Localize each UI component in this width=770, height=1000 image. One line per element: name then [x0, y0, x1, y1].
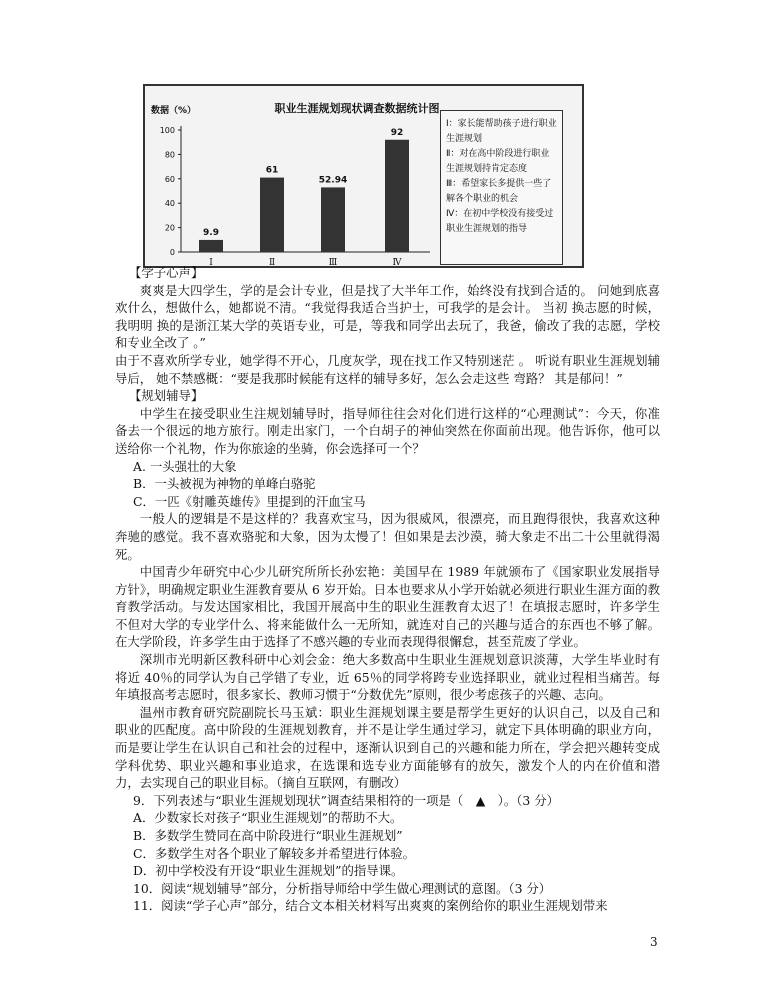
paragraph: 中学生在接受职业生注规划辅导时，指导师往往会对化们进行这样的“心理测试”：今天，你准备去一个很远的地方旅行。刚走出家门，一个白胡子的神仙突然在你面前出现。他告诉你，他可以送给你一个礼物，作为你旅途的坐骑，你会选择可一个？: [115, 405, 660, 456]
test-option-a: A. 一头强壮的大象: [133, 458, 237, 474]
y-tick-label: 20: [164, 223, 175, 233]
question-10: 10．阅读“规划辅导”部分，分析指导师给中学生做心理测试的意图。（3 分）: [133, 880, 552, 896]
paragraph: 中国青少年研究中心少儿研究所所长孙宏艳：美国早在 1989 年就颁布了《国家职业发展指导方针》，明确规定职业生涯教育要从 6 岁开始。日本也要求从小学开始就必须进行职业生涯方面的教育教学活动。与发达国家相比，我国开展高中生的职业生涯教育太迟了！在填报志愿时，许多学生不但对大学的专业学什么、将来能做什么一无所知，就连对自己的兴趣与适合的东西也不够了解。在大学阶段，许多学生由于选择了不感兴趣的专业而表现得很懈怠，甚至荒废了学业。: [115, 564, 660, 650]
y-tick-label: 40: [164, 199, 175, 209]
question-9-option-a: A．少数家长对孩子“职业生涯规划”的帮助不大。: [133, 810, 403, 826]
bar: [199, 240, 223, 252]
question-9-option-c: C．多数学生对各个职业了解较多并希望进行体验。: [133, 845, 416, 861]
y-tick-label: 60: [164, 174, 175, 184]
legend-item-1: Ⅰ：家长能帮助孩子进行职业生涯规划: [446, 119, 557, 144]
x-tick-label: Ⅱ: [268, 258, 276, 268]
question-9-option-b: B．多数学生赞同在高中阶段进行“职业生涯规划”: [133, 828, 403, 843]
bar: [321, 187, 345, 252]
test-option-b: B．一头被视为神物的单峰白骆驼: [133, 476, 316, 492]
x-tick-label: Ⅳ: [392, 258, 402, 268]
y-tick-label: 80: [164, 150, 175, 160]
paragraph: 一般人的逻辑是不是这样的？我喜欢宝马，因为很威风，很漂亮，而且跑得很快，我喜欢这种奔驰的感觉。我不喜欢骆驼和大象，因为太慢了！但如果是去沙漠，骑大象走不出二十公里就得渴死。: [115, 511, 660, 562]
article-body: [115, 264, 660, 915]
legend-item-4: Ⅳ：在初中学校没有接受过职业生涯规划的指导: [446, 209, 554, 234]
legend-item-2: Ⅱ：对在高中阶段进行职业生涯规划持肯定态度: [446, 149, 550, 174]
test-option-c: C．一匹《射雕英雄传》里提到的汗血宝马: [133, 493, 366, 509]
question-9-option-d: D．初中学校没有开设“职业生涯规划”的指导课。: [133, 863, 404, 879]
y-tick-label: 100: [159, 126, 175, 135]
paragraph: 深圳市光明新区教科研中心刘会金：绝大多数高中生职业生涯规划意识淡薄，大学生毕业时有将近 40％的同学认为自己学错了专业，近 65％的同学将跨专业选择职业，就业过程相当痛苦。每年填报高考志愿时，很多家长、教师习惯于“分数优先”原则，很少考虑孩子的兴趣、志向。: [115, 652, 660, 703]
bar-value-label: 52.94: [318, 175, 348, 186]
bar-value-label: 61: [265, 165, 279, 176]
question-9: 9．下列表述与“职业生涯规划现状”调查结果相符的一项是（ ▲ ）。（3 分）: [133, 792, 560, 808]
paragraph: 温州市教育研究院副院长马玉斌：职业生涯规划课主要是帮学生更好的认识自己，以及自己和职业的匹配度。高中阶段的生涯规划教育，并不是让学生通过学习，就定下具体明确的职业方向，而是要让学生在认识自己和社会的过程中，逐渐认识到自己的兴趣和能力所在，学会把兴趣转变成学科优势、职业兴趣和事业追求，在选课和选专业方面能够有的放矢，激发个人的内在价值和潜力，去实现自己的职业目标。（摘自互联网，有删改）: [115, 704, 660, 791]
y-tick-label: 0: [169, 248, 175, 257]
x-tick-label: Ⅲ: [328, 258, 338, 268]
x-tick-label: Ⅰ: [209, 258, 213, 268]
chart-legend: [440, 110, 563, 265]
bar: [260, 178, 284, 252]
chart-title: 职业生涯规划现状调查数据统计图: [274, 102, 440, 115]
bar-value-label: 92: [390, 127, 404, 138]
paragraph: 爽爽是大四学生，学的是会计专业，但是找了大半年工作，始终没有找到合适的。 问她到底喜欢什么，想做什么，她都说不清。“我觉得我适合当护士，可我学的是会计。 当初 换志愿的时候，我明明 换的是浙江某大学的英语专业，可是，等我和同学出去玩了，我爸，偷改了我的志愿，学校和专业全改了 。”: [115, 282, 660, 351]
section-heading-student-voice: 【学子心声】: [129, 265, 204, 280]
y-axis-label: 数据（%）: [151, 106, 197, 116]
page-number: 3: [650, 935, 658, 949]
question-11: 11．阅读“学子心声”部分，结合文本相关材料写出爽爽的案例给你的职业生涯规划带来: [133, 898, 608, 914]
bar: [385, 140, 409, 252]
paragraph: 由于不喜欢所学专业，她学得不开心，几度灰学，现在找工作又特别迷茫 。 听说有职业生涯规划辅导后， 她不禁感概：“要是我那时候能有这样的辅导多好，怎么会走这些 弯路？ 其是郁问！”: [115, 352, 660, 386]
bar-value-label: 9.9: [203, 227, 219, 238]
legend-item-3: Ⅲ：希望家长多提供一些了解各个职业的机会: [446, 179, 552, 204]
section-heading-guidance: 【规划辅导】: [129, 388, 204, 404]
